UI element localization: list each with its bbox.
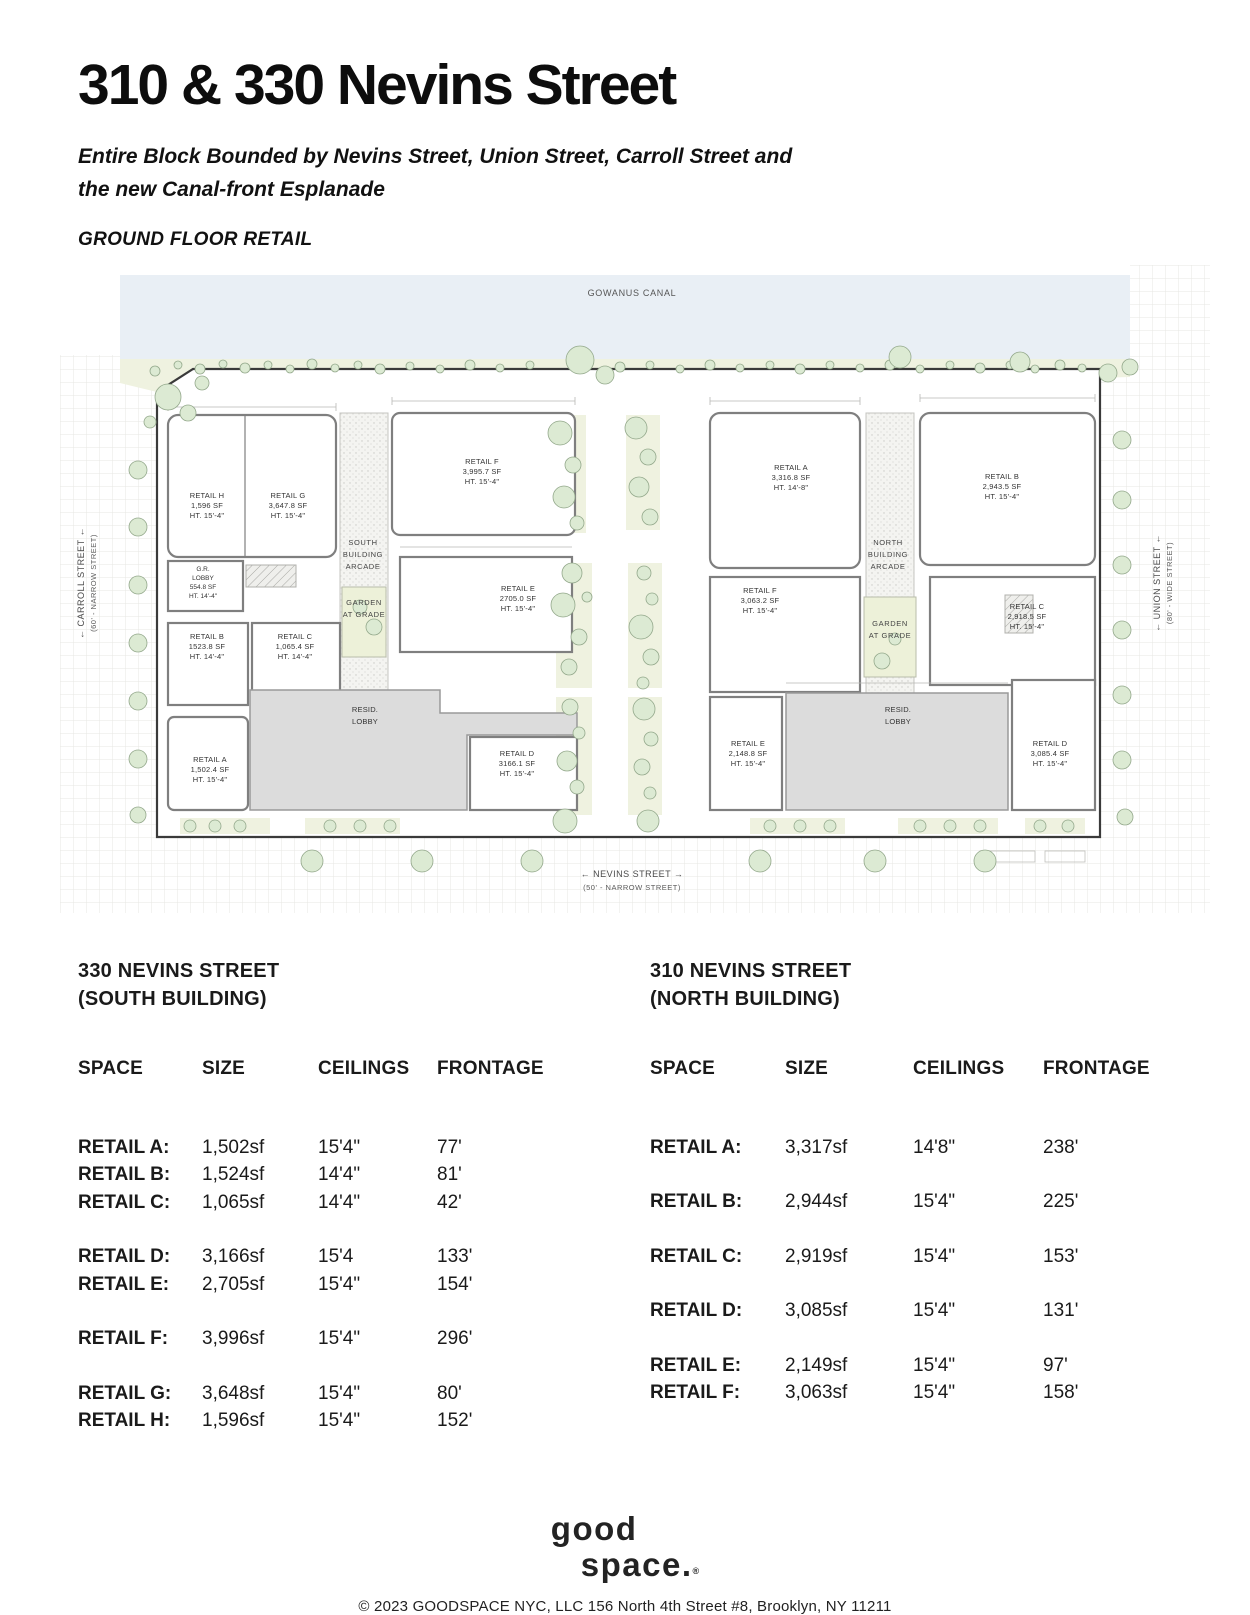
svg-text:RETAIL B: RETAIL B (189, 631, 225, 641)
svg-text:RESID.: RESID. (351, 704, 379, 714)
subtitle (78, 140, 1250, 206)
svg-text:HT. 15'-4": HT. 15'-4" (1009, 621, 1045, 631)
svg-text:G.R.: G.R. (196, 565, 210, 573)
table-row: RETAIL D: 3,166sf 15'4 133' (78, 1246, 473, 1268)
subtitle-line-2: the new Canal-front Esplanade (78, 177, 385, 201)
svg-text:3,063.2 SF: 3,063.2 SF (740, 595, 780, 605)
svg-text:GARDEN: GARDEN (872, 618, 908, 628)
svg-text:3,647.8 SF: 3,647.8 SF (268, 500, 308, 510)
logo-line-1: good (550, 1509, 638, 1547)
col-ceilings: CEILINGS (913, 1057, 1005, 1079)
svg-text:1,596 SF: 1,596 SF (190, 500, 224, 510)
svg-text:3,316.8 SF: 3,316.8 SF (771, 472, 811, 482)
svg-text:554.8 SF: 554.8 SF (189, 583, 217, 591)
svg-text:RETAIL C: RETAIL C (277, 631, 313, 641)
site-plan (60, 265, 1210, 915)
label-south-retail-h (190, 491, 225, 520)
label-north-retail-d (1031, 739, 1070, 768)
svg-text:2,943.5 SF: 2,943.5 SF (982, 481, 1022, 491)
svg-text:RETAIL F: RETAIL F (465, 456, 499, 466)
site-plan-drawing (60, 265, 1210, 915)
svg-text:RESID.: RESID. (884, 704, 912, 714)
svg-text:SOUTH: SOUTH (348, 537, 378, 547)
svg-text:2705.0 SF: 2705.0 SF (499, 593, 537, 603)
svg-text:RETAIL D: RETAIL D (1032, 738, 1068, 748)
svg-text:HT. 15'-4": HT. 15'-4" (464, 476, 500, 486)
svg-text:3,995.7 SF: 3,995.7 SF (462, 466, 502, 476)
svg-text:1523.8 SF: 1523.8 SF (188, 641, 226, 651)
canal-label: GOWANUS CANAL (587, 287, 677, 298)
svg-text:LOBBY: LOBBY (351, 716, 379, 726)
col-frontage: FRONTAGE (1043, 1057, 1150, 1079)
section-label: GROUND FLOOR RETAIL (78, 228, 313, 250)
svg-text:HT. 15'-4": HT. 15'-4" (1032, 758, 1068, 768)
table-row: RETAIL H: 1,596sf 15'4" 152' (78, 1410, 473, 1432)
svg-text:RETAIL A: RETAIL A (193, 754, 227, 764)
table-row: RETAIL A: 3,317sf 14'8" 238' (650, 1136, 1079, 1158)
table-row: RETAIL E: 2,705sf 15'4" 154' (78, 1273, 473, 1295)
svg-text:RETAIL G: RETAIL G (270, 490, 306, 500)
registered-mark: ® (692, 1565, 700, 1576)
label-south-retail-d (499, 749, 536, 778)
label-south-retail-e (500, 584, 537, 613)
label-north-retail-a (772, 463, 811, 492)
svg-text:RETAIL E: RETAIL E (730, 738, 766, 748)
svg-text:LOBBY: LOBBY (192, 574, 214, 582)
label-north-retail-b (983, 472, 1022, 501)
south-table-title: 330 NEVINS STREET (SOUTH BUILDING) (78, 959, 280, 1010)
svg-text:HT. 15'-4": HT. 15'-4" (270, 510, 306, 520)
document-header (0, 0, 1250, 251)
col-frontage: FRONTAGE (437, 1057, 544, 1079)
label-north-retail-c (1008, 602, 1047, 631)
col-space: SPACE (78, 1057, 144, 1079)
svg-text:GARDEN: GARDEN (346, 597, 382, 607)
svg-text:HT. 14'-4": HT. 14'-4" (189, 651, 225, 661)
table-row: RETAIL A: 1,502sf 15'4" 77' (78, 1136, 462, 1158)
svg-text:ARCADE: ARCADE (870, 561, 906, 571)
copyright-footer: © 2023 GOODSPACE NYC, LLC 156 North 4th Street #8, Brooklyn, NY 11211 (358, 1597, 892, 1615)
svg-text:RETAIL C: RETAIL C (1009, 601, 1045, 611)
svg-text:RETAIL B: RETAIL B (984, 471, 1020, 481)
subtitle-line-1: Entire Block Bounded by Nevins Street, Union Street, Carroll Street and (78, 144, 793, 168)
svg-text:HT. 15'-4": HT. 15'-4" (742, 605, 778, 615)
svg-text:← NEVINS STREET →: ← NEVINS STREET → (580, 868, 684, 879)
svg-text:RETAIL E: RETAIL E (500, 583, 536, 593)
svg-text:3166.1 SF: 3166.1 SF (498, 758, 536, 768)
table-row: RETAIL E: 2,149sf 15'4" 97' (650, 1354, 1068, 1376)
label-south-retail-g (269, 491, 308, 520)
north-table-title: 310 NEVINS STREET (NORTH BUILDING) (650, 959, 852, 1010)
svg-text:RETAIL F: RETAIL F (743, 585, 777, 595)
svg-text:ARCADE: ARCADE (345, 561, 381, 571)
svg-text:(50' - NARROW STREET): (50' - NARROW STREET) (583, 882, 681, 892)
label-south-retail-b (189, 632, 226, 661)
svg-text:RETAIL D: RETAIL D (499, 748, 535, 758)
svg-text:2,918.5 SF: 2,918.5 SF (1007, 611, 1047, 621)
svg-text:HT. 14'-4": HT. 14'-4" (188, 592, 218, 600)
table-row: RETAIL F: 3,996sf 15'4" 296' (78, 1328, 473, 1350)
col-ceilings: CEILINGS (318, 1057, 410, 1079)
svg-text:HT. 15'-4": HT. 15'-4" (189, 510, 225, 520)
table-row: RETAIL B: 1,524sf 14'4" 81' (78, 1164, 462, 1186)
label-north-retail-f (741, 586, 780, 615)
svg-text:HT. 15'-4": HT. 15'-4" (730, 758, 766, 768)
svg-text:BUILDING: BUILDING (867, 549, 909, 559)
table-row: RETAIL C: 1,065sf 14'4" 42' (78, 1191, 462, 1213)
svg-text:← CARROLL STREET ←: ← CARROLL STREET ← (76, 526, 86, 639)
svg-text:← UNION STREET ←: ← UNION STREET ← (1152, 533, 1162, 632)
label-south-arcade (343, 538, 383, 571)
svg-text:RETAIL H: RETAIL H (189, 490, 225, 500)
svg-text:HT. 15'-4": HT. 15'-4" (192, 774, 228, 784)
label-south-retail-f (463, 457, 502, 486)
svg-text:HT. 14'-4": HT. 14'-4" (277, 651, 313, 661)
south-building-table (78, 957, 578, 1435)
col-size: SIZE (202, 1057, 246, 1079)
svg-text:AT GRADE: AT GRADE (342, 609, 386, 619)
svg-text:1,065.4 SF: 1,065.4 SF (275, 641, 315, 651)
svg-text:BUILDING: BUILDING (342, 549, 384, 559)
logo-line-2: space.® (580, 1545, 700, 1583)
table-row: RETAIL C: 2,919sf 15'4" 153' (650, 1245, 1079, 1267)
south-table-header (78, 1058, 578, 1080)
col-size: SIZE (785, 1057, 829, 1079)
svg-text:NORTH: NORTH (873, 537, 903, 547)
svg-text:RETAIL A: RETAIL A (774, 462, 808, 472)
svg-text:2,148.8 SF: 2,148.8 SF (728, 748, 768, 758)
table-row: RETAIL D: 3,085sf 15'4" 131' (650, 1300, 1079, 1322)
north-table-header (650, 1058, 1190, 1080)
svg-text:AT GRADE: AT GRADE (868, 630, 912, 640)
svg-text:(80' - WIDE STREET): (80' - WIDE STREET) (1165, 541, 1174, 624)
label-south-retail-a (191, 755, 230, 784)
table-row: RETAIL G: 3,648sf 15'4" 80' (78, 1382, 462, 1404)
table-row: RETAIL B: 2,944sf 15'4" 225' (650, 1191, 1079, 1213)
svg-text:1,502.4 SF: 1,502.4 SF (190, 764, 230, 774)
label-north-arcade (868, 538, 908, 571)
svg-text:HT. 15'-4": HT. 15'-4" (500, 603, 536, 613)
page-title: 310 & 330 Nevins Street (78, 53, 676, 117)
svg-text:3,085.4 SF: 3,085.4 SF (1030, 748, 1070, 758)
goodspace-logo (0, 1511, 1250, 1589)
svg-text:HT. 14'-8": HT. 14'-8" (773, 482, 809, 492)
svg-text:(60' - NARROW STREET): (60' - NARROW STREET) (89, 533, 98, 632)
label-south-retail-c (276, 632, 315, 661)
svg-text:HT. 15'-4": HT. 15'-4" (984, 491, 1020, 501)
svg-text:HT. 15'-4": HT. 15'-4" (499, 768, 535, 778)
label-north-retail-e (729, 739, 768, 768)
col-space: SPACE (650, 1057, 716, 1079)
retail-tables (0, 915, 1250, 1435)
north-building-table (650, 957, 1190, 1407)
table-row: RETAIL F: 3,063sf 15'4" 158' (650, 1382, 1079, 1404)
svg-text:LOBBY: LOBBY (884, 716, 912, 726)
